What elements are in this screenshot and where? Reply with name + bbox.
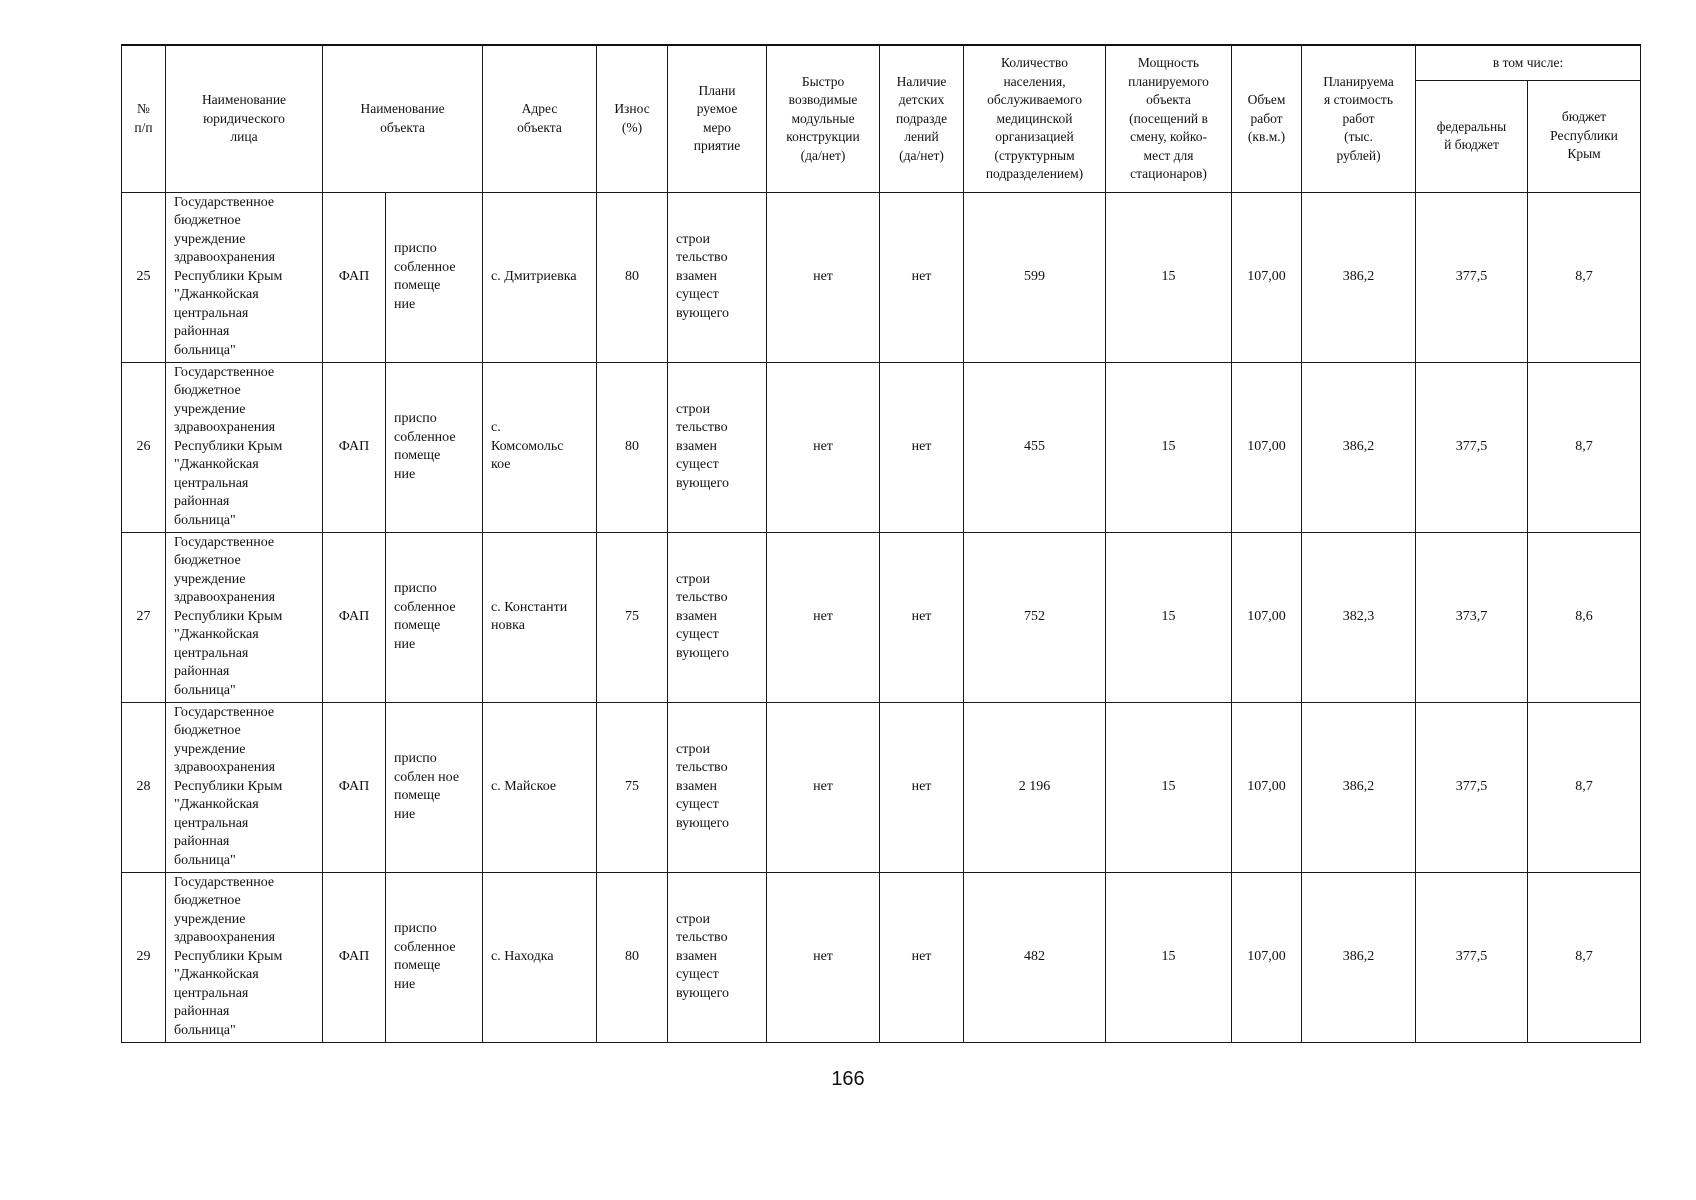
cell-object-type: ФАП <box>323 362 386 532</box>
cell-measure: строи тельство взамен сущест вующего <box>668 192 767 362</box>
cell-legal-entity: Государственное бюджетное учреждение здравоохранения Республики Крым "Джанкойская центральная районная больница" <box>166 872 323 1042</box>
cell-children: нет <box>880 702 964 872</box>
cell-capacity: 15 <box>1106 532 1232 702</box>
table-row <box>122 872 1641 1042</box>
cell-capacity: 15 <box>1106 192 1232 362</box>
cell-children: нет <box>880 532 964 702</box>
cell-legal-entity: Государственное бюджетное учреждение здравоохранения Республики Крым "Джанкойская центральная районная больница" <box>166 362 323 532</box>
cell-federal: 373,7 <box>1416 532 1528 702</box>
cell-capacity: 15 <box>1106 702 1232 872</box>
cell-modular: нет <box>767 872 880 1042</box>
cell-population: 752 <box>964 532 1106 702</box>
cell-measure: строи тельство взамен сущест вующего <box>668 702 767 872</box>
cell-address: с. Комсомольс кое <box>483 362 597 532</box>
col-header-population: Количество населения, обслуживаемого медицинской организацией (структурным подразделением) <box>964 45 1106 192</box>
cell-wear: 80 <box>597 872 668 1042</box>
cell-object-type: ФАП <box>323 872 386 1042</box>
cell-regional: 8,7 <box>1528 872 1641 1042</box>
col-header-capacity: Мощность планируемого объекта (посещений в смену, койко- мест для стационаров) <box>1106 45 1232 192</box>
cell-legal-entity: Государственное бюджетное учреждение здравоохранения Республики Крым "Джанкойская центральная районная больница" <box>166 532 323 702</box>
cell-volume: 107,00 <box>1232 362 1302 532</box>
cell-object-type: ФАП <box>323 702 386 872</box>
cell-object-desc: приспо собленное помеще ние <box>386 872 483 1042</box>
cell-object-desc: приспо собленное помеще ние <box>386 532 483 702</box>
cell-measure: строи тельство взамен сущест вующего <box>668 872 767 1042</box>
cell-cost: 386,2 <box>1302 702 1416 872</box>
cell-address: с. Майское <box>483 702 597 872</box>
page-number: 166 <box>831 1068 865 1090</box>
cell-modular: нет <box>767 362 880 532</box>
col-header-regional: бюджет Республики Крым <box>1528 80 1641 192</box>
cell-children: нет <box>880 192 964 362</box>
cell-population: 2 196 <box>964 702 1106 872</box>
cell-modular: нет <box>767 532 880 702</box>
cell-address: с. Дмитриевка <box>483 192 597 362</box>
col-header-volume: Объем работ (кв.м.) <box>1232 45 1302 192</box>
cell-wear: 80 <box>597 362 668 532</box>
cell-volume: 107,00 <box>1232 192 1302 362</box>
cell-measure: строи тельство взамен сущест вующего <box>668 362 767 532</box>
cell-measure: строи тельство взамен сущест вующего <box>668 532 767 702</box>
cell-address: с. Константи новка <box>483 532 597 702</box>
table-body <box>122 192 1641 1042</box>
cell-legal-entity: Государственное бюджетное учреждение здравоохранения Республики Крым "Джанкойская центральная районная больница" <box>166 702 323 872</box>
cell-regional: 8,7 <box>1528 362 1641 532</box>
cell-modular: нет <box>767 192 880 362</box>
cell-children: нет <box>880 872 964 1042</box>
cell-legal-entity: Государственное бюджетное учреждение здравоохранения Республики Крым "Джанкойская центральная районная больница" <box>166 192 323 362</box>
col-header-object-name: Наименование объекта <box>323 45 483 192</box>
cell-capacity: 15 <box>1106 872 1232 1042</box>
cell-federal: 377,5 <box>1416 192 1528 362</box>
cell-cost: 382,3 <box>1302 532 1416 702</box>
cell-object-desc: приспо собленное помеще ние <box>386 362 483 532</box>
col-header-children: Наличие детских подразде лений (да/нет) <box>880 45 964 192</box>
table-row <box>122 192 1641 362</box>
table-row <box>122 702 1641 872</box>
cell-cost: 386,2 <box>1302 362 1416 532</box>
col-header-modular: Быстро возводимые модульные конструкции (да/нет) <box>767 45 880 192</box>
cell-regional: 8,7 <box>1528 702 1641 872</box>
col-header-legal-entity: Наименование юридического лица <box>166 45 323 192</box>
cell-object-type: ФАП <box>323 532 386 702</box>
cell-num: 25 <box>122 192 166 362</box>
cell-population: 599 <box>964 192 1106 362</box>
cell-wear: 75 <box>597 702 668 872</box>
cell-num: 27 <box>122 532 166 702</box>
cell-num: 29 <box>122 872 166 1042</box>
cell-regional: 8,7 <box>1528 192 1641 362</box>
cell-regional: 8,6 <box>1528 532 1641 702</box>
cell-num: 26 <box>122 362 166 532</box>
cell-wear: 80 <box>597 192 668 362</box>
cell-children: нет <box>880 362 964 532</box>
cell-wear: 75 <box>597 532 668 702</box>
header-row <box>122 45 1641 80</box>
cell-cost: 386,2 <box>1302 192 1416 362</box>
cell-num: 28 <box>122 702 166 872</box>
cell-federal: 377,5 <box>1416 872 1528 1042</box>
col-header-wear: Износ (%) <box>597 45 668 192</box>
col-header-federal: федеральны й бюджет <box>1416 80 1528 192</box>
cell-cost: 386,2 <box>1302 872 1416 1042</box>
cell-volume: 107,00 <box>1232 532 1302 702</box>
cell-modular: нет <box>767 702 880 872</box>
cell-volume: 107,00 <box>1232 872 1302 1042</box>
cell-object-desc: приспо собленное помеще ние <box>386 192 483 362</box>
cell-address: с. Находка <box>483 872 597 1042</box>
table-row <box>122 532 1641 702</box>
cell-volume: 107,00 <box>1232 702 1302 872</box>
cell-capacity: 15 <box>1106 362 1232 532</box>
cell-object-type: ФАП <box>323 192 386 362</box>
col-header-address: Адрес объекта <box>483 45 597 192</box>
col-header-num: № п/п <box>122 45 166 192</box>
cell-federal: 377,5 <box>1416 362 1528 532</box>
cell-federal: 377,5 <box>1416 702 1528 872</box>
data-table <box>121 44 1641 1043</box>
col-header-planned-measure: Плани руемое меро приятие <box>668 45 767 192</box>
col-header-including: в том числе: <box>1416 45 1641 80</box>
cell-object-desc: приспо соблен ное помеще ние <box>386 702 483 872</box>
col-header-cost: Планируема я стоимость работ (тыс. рублей) <box>1302 45 1416 192</box>
table-row <box>122 362 1641 532</box>
cell-population: 482 <box>964 872 1106 1042</box>
cell-population: 455 <box>964 362 1106 532</box>
